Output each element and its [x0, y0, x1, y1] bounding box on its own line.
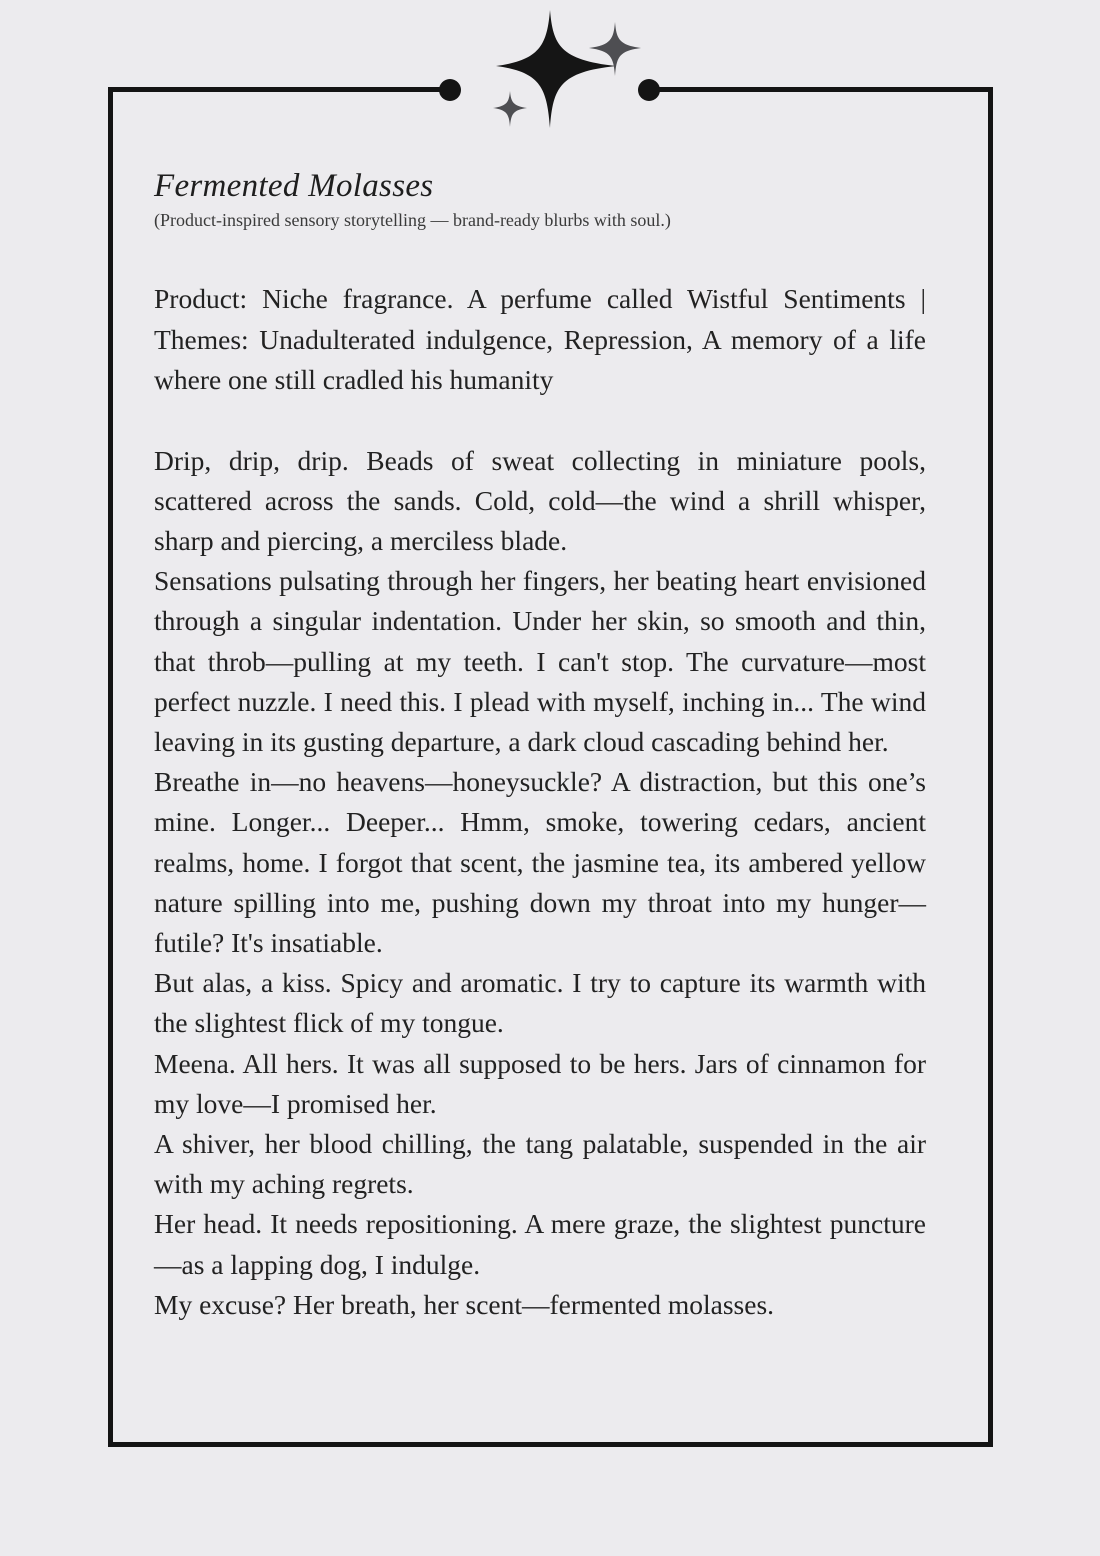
product-description: Product: Niche fragrance. A perfume called Wistful Sentiments | Themes: Unadulterated indulgence, Repression, A memory of a life where one still cradled his humanity [154, 283, 926, 395]
frame-bottom-line [108, 1442, 993, 1447]
frame-right-dot-icon [638, 79, 660, 101]
story-paragraph: A shiver, her blood chilling, the tang palatable, suspended in the air with my aching regrets. [154, 1127, 926, 1200]
sparkle-ornament-icon [430, 0, 670, 140]
story-paragraph: Sensations pulsating through her fingers, her beating heart envisioned through a singular indentation. Under her skin, so smooth and thin, that throb—pulling at my teeth. I can't stop. The curvature—most perfect nuzzle. I need this. I plead with myself, inching in... The wind leaving in its gusting departure, a dark cloud cascading behind her. [154, 565, 926, 757]
story-paragraph: My excuse? Her breath, her scent—fermented molasses. [154, 1288, 775, 1320]
story-paragraph: Drip, drip, drip. Beads of sweat collecting in miniature pools, scattered across the sands. Cold, cold—the wind a shrill whisper, sharp and piercing, a merciless blade. [154, 444, 926, 556]
story-paragraph: But alas, a kiss. Spicy and aromatic. I try to capture its warmth with the slightest flick of my tongue. [154, 967, 926, 1039]
frame-top-left-line [108, 87, 453, 92]
frame-left-line [108, 87, 113, 1447]
story-paragraph: Breathe in—no heavens—honeysuckle? A distraction, but this one’s mine. Longer... Deeper... Hmm, smoke, towering cedars, ancient realms, home. I forgot that scent, the jasmine tea, its ambered yellow nature spilling into me, pushing down my throat into my hunger—futile? It's insatiable. [154, 766, 926, 958]
frame-left-dot-icon [439, 79, 461, 101]
frame-right-line [988, 87, 993, 1447]
small-sparkle-left-icon [493, 91, 527, 127]
story-paragraph: Meena. All hers. It was all supposed to be hers. Jars of cinnamon for my love—I promised her. [154, 1047, 926, 1119]
document-title: Fermented Molasses [154, 168, 434, 204]
frame-top-right-line [648, 87, 993, 92]
story-paragraph: Her head. It needs repositioning. A mere graze, the slightest puncture—as a lapping dog, I indulge. [154, 1208, 926, 1280]
document-content [154, 165, 926, 1325]
document-subtitle: (Product-inspired sensory storytelling — brand-ready blurbs with soul.) [154, 210, 671, 230]
story-body [154, 441, 926, 1325]
